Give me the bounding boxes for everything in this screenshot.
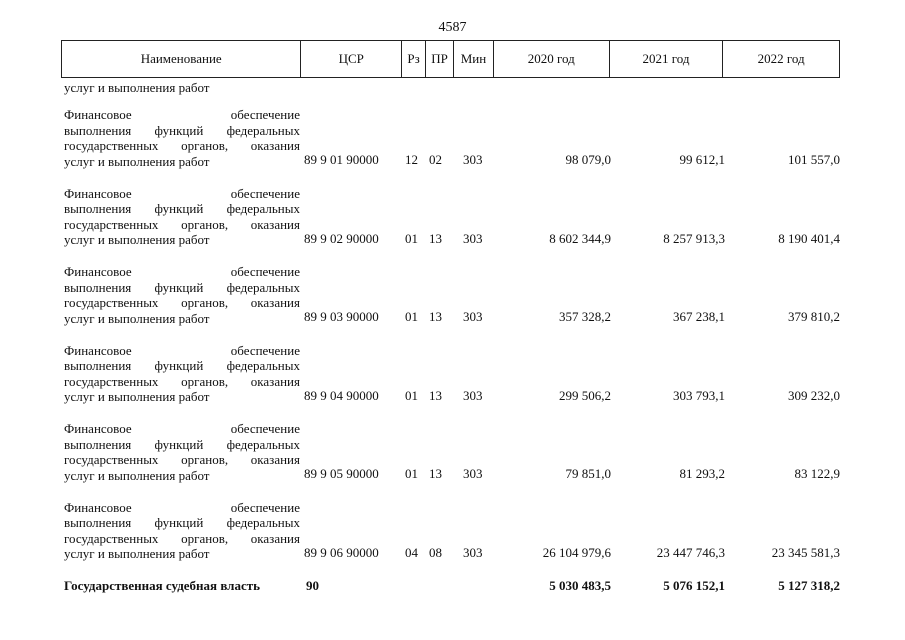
row-rz: 12 bbox=[405, 152, 418, 167]
row-2021: 8 257 913,3 bbox=[663, 230, 725, 246]
row-2022: 309 232,0 bbox=[788, 387, 840, 403]
row-2020: 98 079,0 bbox=[565, 152, 611, 167]
total-min: 90 bbox=[306, 578, 319, 593]
row-description-line: услуг и выполнения работ bbox=[64, 232, 210, 247]
row-description-line: выполнения функций федеральных bbox=[64, 122, 300, 138]
row-description-line: Финансовое обеспечение bbox=[64, 499, 300, 515]
row-2021: 81 293,2 bbox=[679, 466, 725, 481]
row-rz: 01 bbox=[405, 466, 418, 481]
row-description-line: Финансовое обеспечение bbox=[64, 107, 300, 122]
row-min: 303 bbox=[463, 466, 483, 481]
row-pr: 13 bbox=[429, 387, 442, 403]
row-csr: 89 9 01 90000 bbox=[304, 152, 379, 167]
header-name: Наименование bbox=[62, 41, 301, 77]
row-min: 303 bbox=[463, 230, 483, 246]
row-description-line: выполнения функций федеральных bbox=[64, 436, 300, 452]
row-2020: 299 506,2 bbox=[559, 387, 611, 403]
header-pr: ПР bbox=[426, 41, 454, 77]
row-rz: 04 bbox=[405, 544, 418, 560]
table-row bbox=[61, 500, 840, 560]
row-pr: 13 bbox=[429, 309, 442, 324]
row-rz: 01 bbox=[405, 309, 418, 324]
row-csr: 89 9 06 90000 bbox=[304, 544, 379, 560]
row-csr: 89 9 03 90000 bbox=[304, 309, 379, 324]
total-2022: 5 127 318,2 bbox=[778, 578, 840, 593]
row-2022: 8 190 401,4 bbox=[778, 230, 840, 246]
row-min: 303 bbox=[463, 387, 483, 403]
row-pr: 13 bbox=[429, 466, 442, 481]
row-description bbox=[64, 107, 300, 169]
row-2020: 357 328,2 bbox=[559, 309, 611, 324]
row-description-line: услуг и выполнения работ bbox=[64, 467, 210, 483]
row-2021: 303 793,1 bbox=[673, 387, 725, 403]
total-row bbox=[61, 578, 840, 596]
total-2020: 5 030 483,5 bbox=[549, 578, 611, 593]
row-2020: 26 104 979,6 bbox=[542, 544, 611, 560]
row-description-line: выполнения функций федеральных bbox=[64, 201, 300, 216]
row-description bbox=[64, 186, 300, 248]
row-description-line: государственных органов, оказания bbox=[64, 295, 300, 310]
header-rz: Рз bbox=[402, 41, 426, 77]
row-2021: 99 612,1 bbox=[679, 152, 725, 167]
row-pr: 13 bbox=[429, 230, 442, 246]
row-description-line: услуг и выполнения работ bbox=[64, 310, 210, 326]
row-description bbox=[64, 500, 300, 562]
row-description bbox=[64, 343, 300, 405]
row-2020: 8 602 344,9 bbox=[549, 230, 611, 246]
header-csr: ЦСР bbox=[301, 41, 402, 77]
row-min: 303 bbox=[463, 152, 483, 167]
row-pr: 02 bbox=[429, 152, 442, 167]
row-2022: 101 557,0 bbox=[788, 152, 840, 167]
row-2021: 23 447 746,3 bbox=[656, 544, 725, 560]
table-row bbox=[61, 421, 840, 481]
page-number: 4587 bbox=[438, 20, 467, 35]
row-2022: 23 345 581,3 bbox=[771, 544, 840, 560]
row-2020: 79 851,0 bbox=[565, 466, 611, 481]
table-header bbox=[61, 40, 840, 78]
row-description bbox=[64, 421, 300, 483]
table-row bbox=[61, 343, 840, 403]
row-rz: 01 bbox=[405, 387, 418, 403]
row-description-line: Финансовое обеспечение bbox=[64, 342, 300, 358]
header-min: Мин bbox=[454, 41, 494, 77]
row-2021: 367 238,1 bbox=[673, 309, 725, 324]
row-description-line: государственных органов, оказания bbox=[64, 373, 300, 389]
row-description-line: услуг и выполнения работ bbox=[64, 153, 210, 169]
row-rz: 01 bbox=[405, 230, 418, 246]
table-row bbox=[61, 264, 840, 324]
row-csr: 89 9 02 90000 bbox=[304, 230, 379, 246]
row-csr: 89 9 04 90000 bbox=[304, 387, 379, 403]
total-name: Государственная судебная власть bbox=[64, 578, 260, 593]
row-description-line: выполнения функций федеральных bbox=[64, 515, 300, 530]
row-description-line: Финансовое обеспечение bbox=[64, 421, 300, 436]
row-min: 303 bbox=[463, 544, 483, 560]
row-description-line: выполнения функций федеральных bbox=[64, 358, 300, 373]
row-description bbox=[64, 264, 300, 326]
row-2022: 83 122,9 bbox=[794, 466, 840, 481]
row-description-line: государственных органов, оказания bbox=[64, 530, 300, 546]
row-description-line: Финансовое обеспечение bbox=[64, 185, 300, 201]
row-description-line: Финансовое обеспечение bbox=[64, 264, 300, 279]
table-row bbox=[61, 107, 840, 167]
row-min: 303 bbox=[463, 309, 483, 324]
total-2021: 5 076 152,1 bbox=[663, 578, 725, 593]
continuation-text: услуг и выполнения работ bbox=[64, 80, 210, 95]
row-2022: 379 810,2 bbox=[788, 309, 840, 324]
table-row bbox=[61, 186, 840, 246]
row-description-line: государственных органов, оказания bbox=[64, 452, 300, 467]
row-pr: 08 bbox=[429, 544, 442, 560]
row-description-line: услуг и выполнения работ bbox=[64, 389, 210, 404]
row-description-line: государственных органов, оказания bbox=[64, 138, 300, 153]
row-description-line: выполнения функций федеральных bbox=[64, 279, 300, 295]
header-2022: 2022 год bbox=[757, 51, 805, 66]
header-2021: 2021 год bbox=[610, 41, 724, 77]
row-description-line: государственных органов, оказания bbox=[64, 216, 300, 232]
header-2020: 2020 год bbox=[494, 41, 610, 77]
row-description-line: услуг и выполнения работ bbox=[64, 546, 210, 561]
row-csr: 89 9 05 90000 bbox=[304, 466, 379, 481]
